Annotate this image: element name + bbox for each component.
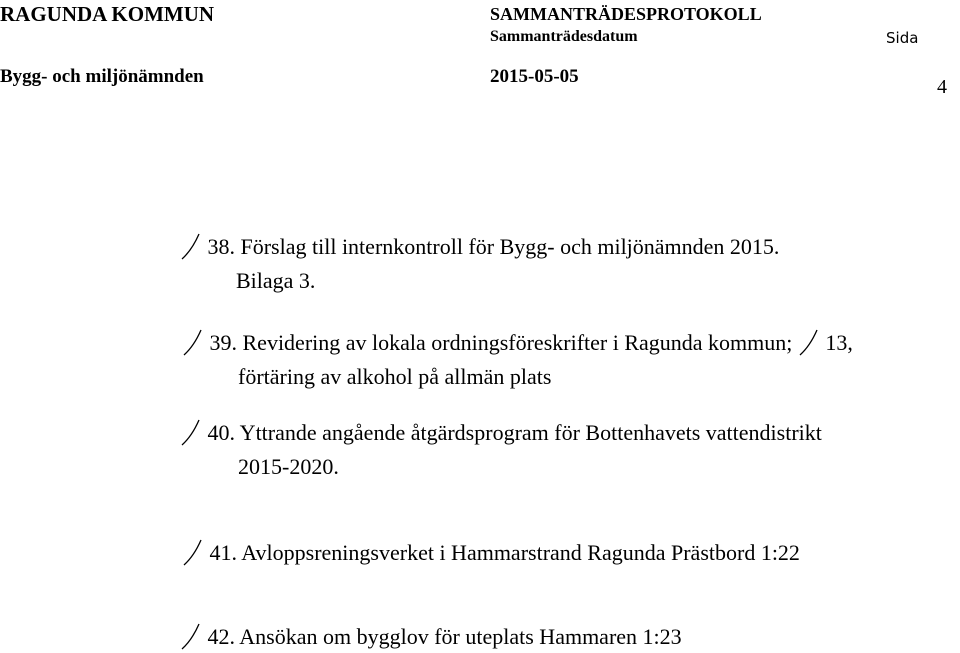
agenda-item-38: [180, 232, 779, 262]
agenda-item-text: 41. Avloppsreningsverket i Hammarstrand Ragunda Prästbord 1:22: [209, 540, 800, 565]
agenda-item-continuation: förtäring av alkohol på allmän plats: [238, 364, 552, 389]
paragraph-mark-icon: [182, 328, 204, 356]
agenda-item-continuation: 2015-2020.: [238, 454, 339, 479]
agenda-item-reference: 13,: [825, 330, 853, 355]
paragraph-mark-icon: [180, 418, 202, 446]
agenda-item-40: [180, 418, 822, 448]
page-number: 4: [937, 76, 947, 98]
agenda-item-text: 40. Yttrande angående åtgärdsprogram för Bottenhavets vattendistrikt: [207, 420, 822, 445]
protocol-title: SAMMANTRÄDESPROTOKOLL: [490, 4, 762, 24]
agenda-item-text: 42. Ansökan om bygglov för uteplats Hammaren 1:23: [207, 624, 682, 649]
agenda-item-42: [180, 622, 682, 652]
paragraph-mark-icon: [180, 232, 202, 260]
department-name: Bygg- och miljönämnden: [0, 66, 204, 87]
meeting-date-label: Sammanträdesdatum: [490, 28, 638, 45]
agenda-item-continuation: Bilaga 3.: [236, 268, 316, 293]
agenda-item-41: [182, 538, 800, 568]
paragraph-mark-icon: [180, 622, 202, 650]
agenda-item-text: 38. Förslag till internkontroll för Bygg- och miljönämnden 2015.: [207, 234, 780, 259]
meeting-date: 2015-05-05: [490, 66, 579, 87]
page-label: Sida: [886, 29, 919, 47]
agenda-item-39: [182, 328, 853, 358]
paragraph-mark-icon: [798, 328, 820, 356]
agenda-item-text: 39. Revidering av lokala ordningsföreskrifter i Ragunda kommun;: [209, 330, 793, 355]
paragraph-mark-icon: [182, 538, 204, 566]
organization-name: RAGUNDA KOMMUN: [0, 2, 215, 26]
